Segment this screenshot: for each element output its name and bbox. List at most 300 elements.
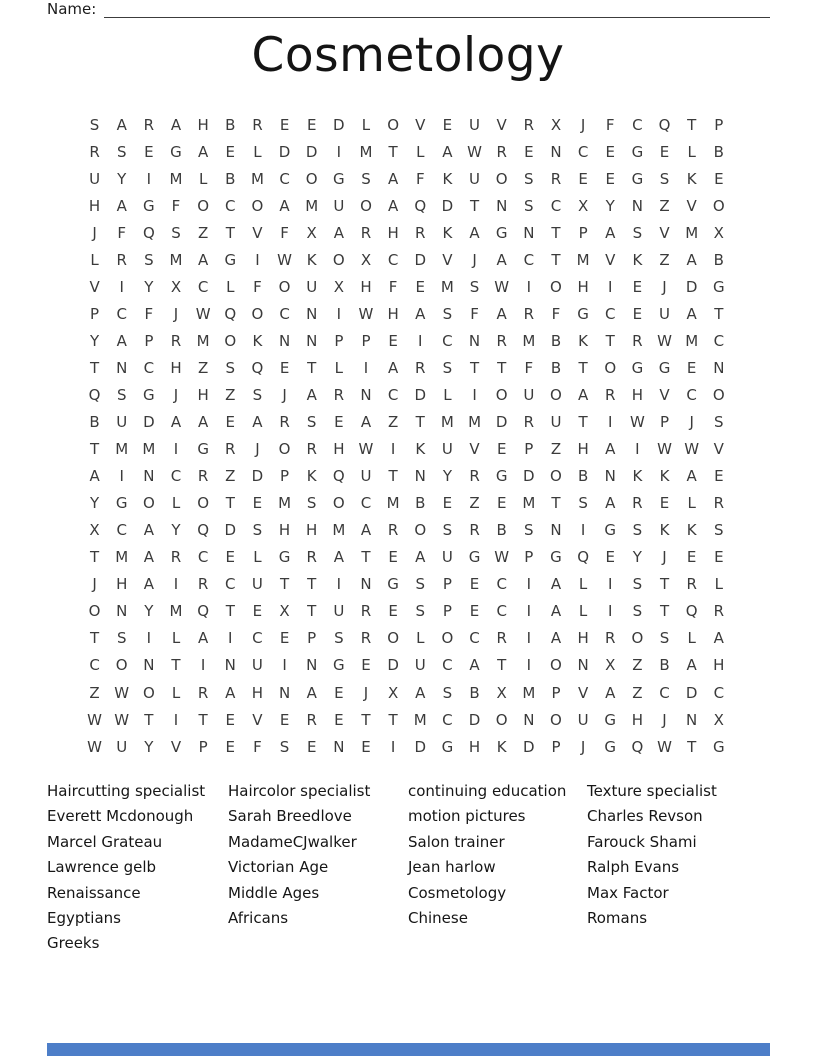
grid-letter: E: [388, 602, 398, 621]
grid-letter: E: [415, 277, 425, 296]
grid-letter: A: [198, 142, 209, 161]
grid-letter: R: [170, 331, 182, 350]
grid-letter: T: [89, 629, 100, 648]
word-list-item: Sarah Breedlove: [228, 807, 352, 826]
grid-letter: G: [658, 358, 671, 377]
grid-letter: A: [387, 169, 399, 188]
grid-letter: C: [496, 575, 507, 594]
grid-letter: S: [659, 629, 670, 648]
grid-letter: H: [197, 385, 209, 404]
grid-letter: X: [279, 602, 290, 621]
grid-letter: K: [306, 250, 317, 269]
grid-letter: J: [662, 710, 667, 729]
grid-letter: E: [279, 629, 290, 648]
grid-letter: D: [414, 250, 427, 269]
grid-letter: R: [686, 575, 697, 594]
grid-letter: G: [143, 385, 155, 404]
grid-letter: W: [87, 737, 102, 756]
grid-letter: F: [144, 304, 154, 323]
grid-letter: B: [469, 683, 480, 702]
grid-letter: C: [496, 602, 507, 621]
grid-letter: G: [495, 223, 508, 242]
grid-letter: S: [116, 385, 127, 404]
grid-letter: T: [171, 656, 181, 675]
grid-letter: D: [685, 277, 698, 296]
grid-letter: R: [116, 250, 127, 269]
grid-letter: X: [306, 223, 317, 242]
grid-letter: C: [116, 304, 127, 323]
grid-letter: G: [333, 169, 345, 188]
grid-letter: U: [360, 467, 372, 486]
grid-letter: H: [577, 277, 589, 296]
grid-letter: R: [360, 602, 372, 621]
grid-letter: W: [657, 331, 672, 350]
grid-letter: T: [388, 710, 398, 729]
grid-letter: W: [657, 737, 672, 756]
grid-letter: N: [224, 656, 236, 675]
grid-letter: A: [143, 521, 154, 540]
grid-letter: R: [550, 169, 562, 188]
grid-letter: K: [442, 169, 453, 188]
grid-letter: T: [469, 358, 480, 377]
grid-letter: L: [687, 142, 696, 161]
grid-letter: A: [143, 548, 154, 567]
grid-letter: X: [496, 683, 507, 702]
grid-letter: E: [578, 169, 588, 188]
grid-letter: T: [469, 196, 480, 215]
grid-letter: M: [468, 413, 482, 432]
grid-letter: O: [550, 656, 562, 675]
word-list-item: Greeks: [47, 934, 100, 953]
grid-letter: M: [115, 548, 129, 567]
grid-letter: Q: [197, 602, 210, 621]
grid-letter: P: [551, 737, 561, 756]
grid-letter: G: [170, 142, 182, 161]
grid-letter: E: [334, 683, 344, 702]
grid-letter: F: [551, 304, 561, 323]
grid-letter: R: [197, 683, 209, 702]
grid-letter: G: [577, 304, 589, 323]
word-list-item: Ralph Evans: [587, 858, 680, 877]
grid-letter: A: [116, 115, 127, 134]
grid-letter: Q: [197, 521, 210, 540]
grid-letter: H: [170, 358, 182, 377]
grid-letter: Z: [225, 385, 236, 404]
grid-letter: K: [659, 521, 670, 540]
grid-letter: P: [660, 413, 670, 432]
grid-letter: W: [358, 440, 374, 459]
grid-letter: U: [116, 737, 128, 756]
grid-letter: R: [197, 575, 209, 594]
grid-letter: I: [472, 385, 477, 404]
grid-letter: I: [363, 358, 369, 377]
grid-letter: J: [689, 413, 694, 432]
grid-letter: E: [144, 142, 154, 161]
grid-letter: O: [278, 440, 291, 459]
grid-letter: C: [659, 683, 670, 702]
grid-letter: U: [414, 656, 426, 675]
grid-letter: E: [496, 494, 507, 513]
grid-letter: T: [388, 142, 398, 161]
grid-letter: V: [577, 683, 589, 702]
grid-letter: A: [415, 304, 426, 323]
grid-letter: S: [415, 602, 426, 621]
grid-letter: O: [142, 494, 155, 513]
grid-letter: G: [224, 250, 237, 269]
grid-letter: I: [119, 277, 124, 296]
grid-letter: S: [306, 413, 317, 432]
grid-letter: D: [305, 142, 318, 161]
grid-letter: H: [577, 629, 589, 648]
grid-letter: X: [605, 656, 616, 675]
grid-letter: M: [250, 169, 264, 188]
grid-letter: R: [496, 331, 507, 350]
word-list-item: Marcel Grateau: [47, 832, 163, 851]
grid-letter: D: [414, 737, 427, 756]
grid-letter: Y: [144, 277, 154, 296]
grid-letter: F: [605, 115, 615, 134]
grid-letter: C: [143, 358, 155, 377]
grid-letter: M: [413, 710, 427, 729]
grid-letter: Q: [251, 358, 264, 377]
grid-letter: D: [278, 142, 291, 161]
grid-letter: A: [686, 250, 697, 269]
grid-letter: O: [332, 250, 345, 269]
grid-letter: S: [116, 142, 127, 161]
grid-letter: J: [580, 737, 586, 756]
grid-letter: C: [252, 629, 263, 648]
grid-letter: N: [278, 331, 291, 350]
grid-letter: A: [252, 413, 263, 432]
grid-letter: O: [495, 169, 508, 188]
grid-letter: X: [713, 223, 724, 242]
grid-letter: I: [336, 304, 342, 323]
grid-letter: S: [442, 304, 453, 323]
grid-letter: T: [307, 602, 317, 621]
grid-letter: S: [116, 629, 127, 648]
grid-letter: X: [170, 277, 182, 296]
grid-letter: G: [604, 737, 617, 756]
grid-letter: H: [631, 710, 644, 729]
grid-letter: G: [495, 467, 508, 486]
grid-letter: I: [390, 440, 396, 459]
grid-letter: K: [496, 737, 507, 756]
word-list-item: Haircolor specialist: [228, 782, 371, 800]
grid-letter: S: [714, 521, 724, 540]
grid-letter: G: [631, 169, 644, 188]
grid-letter: E: [252, 602, 263, 621]
grid-letter: W: [629, 413, 645, 432]
grid-letter: Z: [225, 467, 236, 486]
grid-letter: M: [115, 440, 129, 459]
grid-letter: R: [632, 494, 643, 513]
grid-letter: A: [279, 196, 290, 215]
grid-letter: M: [440, 413, 454, 432]
grid-letter: V: [89, 277, 100, 296]
grid-letter: N: [523, 223, 535, 242]
grid-letter: P: [442, 602, 452, 621]
word-list-item: Cosmetology: [408, 883, 507, 902]
grid-letter: B: [550, 331, 562, 350]
grid-letter: C: [279, 304, 290, 323]
grid-letter: M: [440, 277, 454, 296]
grid-letter: C: [686, 385, 697, 404]
grid-letter: E: [714, 169, 724, 188]
grid-letter: N: [306, 656, 318, 675]
grid-letter: E: [605, 142, 615, 161]
grid-letter: J: [363, 683, 369, 702]
grid-letter: O: [631, 629, 644, 648]
grid-letter: E: [388, 331, 398, 350]
grid-letter: G: [441, 737, 454, 756]
grid-letter: L: [578, 602, 588, 621]
grid-letter: T: [551, 223, 561, 242]
grid-letter: T: [388, 467, 398, 486]
grid-letter: N: [686, 710, 698, 729]
grid-letter: S: [252, 385, 263, 404]
grid-letter: R: [496, 142, 507, 161]
grid-letter: O: [197, 494, 210, 513]
grid-letter: C: [225, 575, 236, 594]
grid-letter: G: [115, 494, 128, 513]
grid-letter: N: [468, 331, 481, 350]
word-list-item: continuing education: [408, 782, 567, 800]
grid-letter: I: [608, 602, 613, 621]
grid-letter: E: [225, 737, 236, 756]
grid-letter: S: [469, 277, 480, 296]
grid-letter: E: [361, 737, 371, 756]
grid-letter: N: [577, 656, 589, 675]
grid-letter: N: [713, 358, 725, 377]
grid-letter: C: [632, 115, 643, 134]
grid-letter: J: [92, 223, 97, 242]
grid-letter: Z: [197, 358, 209, 377]
grid-letter: G: [278, 548, 291, 567]
grid-letter: U: [333, 196, 345, 215]
grid-letter: S: [279, 737, 290, 756]
word-list-item: Texture specialist: [587, 782, 717, 800]
grid-letter: P: [578, 223, 588, 242]
grid-letter: O: [115, 656, 128, 675]
grid-letter: Q: [414, 196, 427, 215]
grid-letter: E: [442, 494, 453, 513]
grid-letter: R: [89, 142, 100, 161]
grid-letter: S: [89, 115, 100, 134]
grid-letter: T: [605, 331, 615, 350]
grid-letter: Q: [658, 115, 671, 134]
grid-letter: F: [253, 277, 262, 296]
grid-letter: O: [88, 602, 101, 621]
grid-letter: R: [225, 440, 236, 459]
grid-letter: G: [712, 737, 725, 756]
grid-letter: A: [116, 331, 127, 350]
grid-letter: E: [469, 575, 480, 594]
grid-letter: V: [659, 385, 670, 404]
grid-letter: A: [605, 440, 616, 459]
grid-letter: O: [550, 277, 562, 296]
grid-letter: C: [116, 521, 127, 540]
grid-letter: C: [360, 494, 372, 513]
grid-letter: I: [608, 413, 613, 432]
grid-letter: I: [580, 521, 586, 540]
grid-letter: R: [360, 223, 372, 242]
grid-letter: C: [387, 385, 399, 404]
grid-letter: M: [359, 142, 373, 161]
grid-letter: I: [173, 440, 179, 459]
grid-letter: W: [114, 683, 130, 702]
grid-letter: M: [278, 494, 292, 513]
word-list-column: [408, 779, 587, 931]
grid-letter: L: [171, 494, 181, 513]
grid-letter: E: [334, 710, 344, 729]
grid-letter: P: [551, 683, 561, 702]
grid-letter: B: [225, 169, 236, 188]
grid-letter: E: [225, 413, 236, 432]
grid-letter: A: [469, 223, 480, 242]
grid-letter: A: [605, 223, 616, 242]
grid-letter: K: [252, 331, 263, 350]
grid-letter: W: [494, 548, 510, 567]
grid-letter: D: [387, 656, 399, 675]
grid-letter: H: [577, 440, 589, 459]
grid-letter: R: [279, 413, 290, 432]
grid-letter: S: [578, 494, 588, 513]
grid-letter: D: [224, 521, 237, 540]
grid-letter: N: [116, 358, 128, 377]
grid-letter: O: [387, 629, 400, 648]
grid-letter: N: [631, 196, 643, 215]
word-list-item: motion pictures: [408, 807, 526, 826]
grid-letter: Z: [469, 494, 480, 513]
grid-letter: T: [578, 413, 588, 432]
grid-letter: S: [659, 169, 670, 188]
grid-letter: C: [442, 710, 453, 729]
grid-letter: V: [252, 710, 263, 729]
name-row: [47, 1, 770, 18]
grid-letter: N: [360, 575, 372, 594]
grid-letter: P: [198, 737, 208, 756]
grid-letter: E: [225, 710, 236, 729]
grid-letter: N: [604, 467, 616, 486]
grid-letter: A: [170, 413, 182, 432]
grid-letter: Z: [387, 413, 399, 432]
grid-letter: R: [605, 385, 616, 404]
grid-letter: G: [604, 521, 617, 540]
grid-letter: C: [170, 467, 182, 486]
grid-letter: R: [306, 440, 317, 459]
grid-letter: H: [387, 223, 399, 242]
grid-letter: G: [550, 548, 562, 567]
grid-letter: A: [686, 304, 697, 323]
grid-letter: Z: [197, 223, 209, 242]
grid-letter: B: [415, 494, 426, 513]
grid-letter: Y: [605, 196, 615, 215]
grid-letter: T: [89, 358, 100, 377]
grid-letter: U: [659, 304, 671, 323]
grid-letter: S: [225, 358, 236, 377]
name-label: Name:: [47, 0, 97, 18]
grid-letter: O: [495, 385, 508, 404]
grid-letter: N: [550, 521, 562, 540]
puzzle-title: Cosmetology: [251, 28, 565, 83]
grid-letter: O: [441, 629, 454, 648]
grid-letter: O: [550, 710, 562, 729]
grid-letter: U: [251, 575, 263, 594]
grid-letter: M: [522, 683, 536, 702]
grid-letter: M: [169, 169, 183, 188]
grid-letter: N: [523, 710, 535, 729]
grid-letter: P: [90, 304, 100, 323]
grid-letter: N: [550, 142, 562, 161]
grid-letter: C: [550, 196, 562, 215]
grid-letter: I: [608, 575, 613, 594]
grid-letter: E: [334, 413, 344, 432]
grid-letter: B: [550, 358, 562, 377]
grid-letter: K: [686, 521, 697, 540]
grid-letter: T: [551, 494, 561, 513]
grid-letter: J: [472, 250, 477, 269]
grid-letter: T: [578, 358, 588, 377]
grid-letter: B: [659, 656, 670, 675]
grid-letter: N: [278, 683, 291, 702]
grid-letter: R: [713, 494, 725, 513]
grid-letter: R: [387, 521, 399, 540]
grid-letter: R: [252, 115, 263, 134]
grid-letter: A: [143, 575, 154, 594]
grid-letter: O: [414, 521, 427, 540]
grid-letter: Y: [632, 548, 642, 567]
grid-letter: R: [523, 413, 535, 432]
grid-letter: V: [442, 250, 453, 269]
grid-letter: F: [388, 277, 398, 296]
grid-letter: Y: [144, 737, 154, 756]
grid-letter: F: [524, 358, 534, 377]
grid-letter: V: [469, 440, 480, 459]
word-list-item: Renaissance: [47, 883, 141, 902]
grid-letter: S: [171, 223, 181, 242]
grid-letter: Z: [632, 683, 643, 702]
grid-letter: L: [714, 575, 723, 594]
grid-letter: O: [197, 196, 210, 215]
grid-letter: C: [469, 629, 480, 648]
grid-letter: S: [442, 358, 453, 377]
grid-letter: T: [361, 710, 371, 729]
grid-letter: O: [550, 385, 562, 404]
grid-letter: I: [200, 656, 206, 675]
word-list-item: Egyptians: [47, 909, 121, 928]
grid-letter: Z: [89, 683, 100, 702]
grid-letter: T: [687, 115, 697, 134]
grid-letter: T: [198, 710, 208, 729]
grid-letter: A: [225, 683, 236, 702]
grid-letter: E: [496, 440, 507, 459]
grid-letter: K: [442, 223, 453, 242]
grid-letter: I: [526, 629, 532, 648]
grid-letter: T: [225, 494, 235, 513]
grid-letter: W: [684, 440, 700, 459]
grid-letter: P: [524, 440, 534, 459]
grid-letter: T: [497, 358, 507, 377]
grid-letter: G: [333, 656, 345, 675]
grid-letter: B: [577, 467, 589, 486]
grid-letter: S: [361, 169, 371, 188]
grid-letter: E: [306, 115, 317, 134]
grid-letter: K: [578, 331, 589, 350]
grid-letter: O: [278, 277, 291, 296]
grid-letter: V: [415, 115, 426, 134]
grid-letter: N: [306, 331, 318, 350]
grid-letter: S: [632, 602, 643, 621]
